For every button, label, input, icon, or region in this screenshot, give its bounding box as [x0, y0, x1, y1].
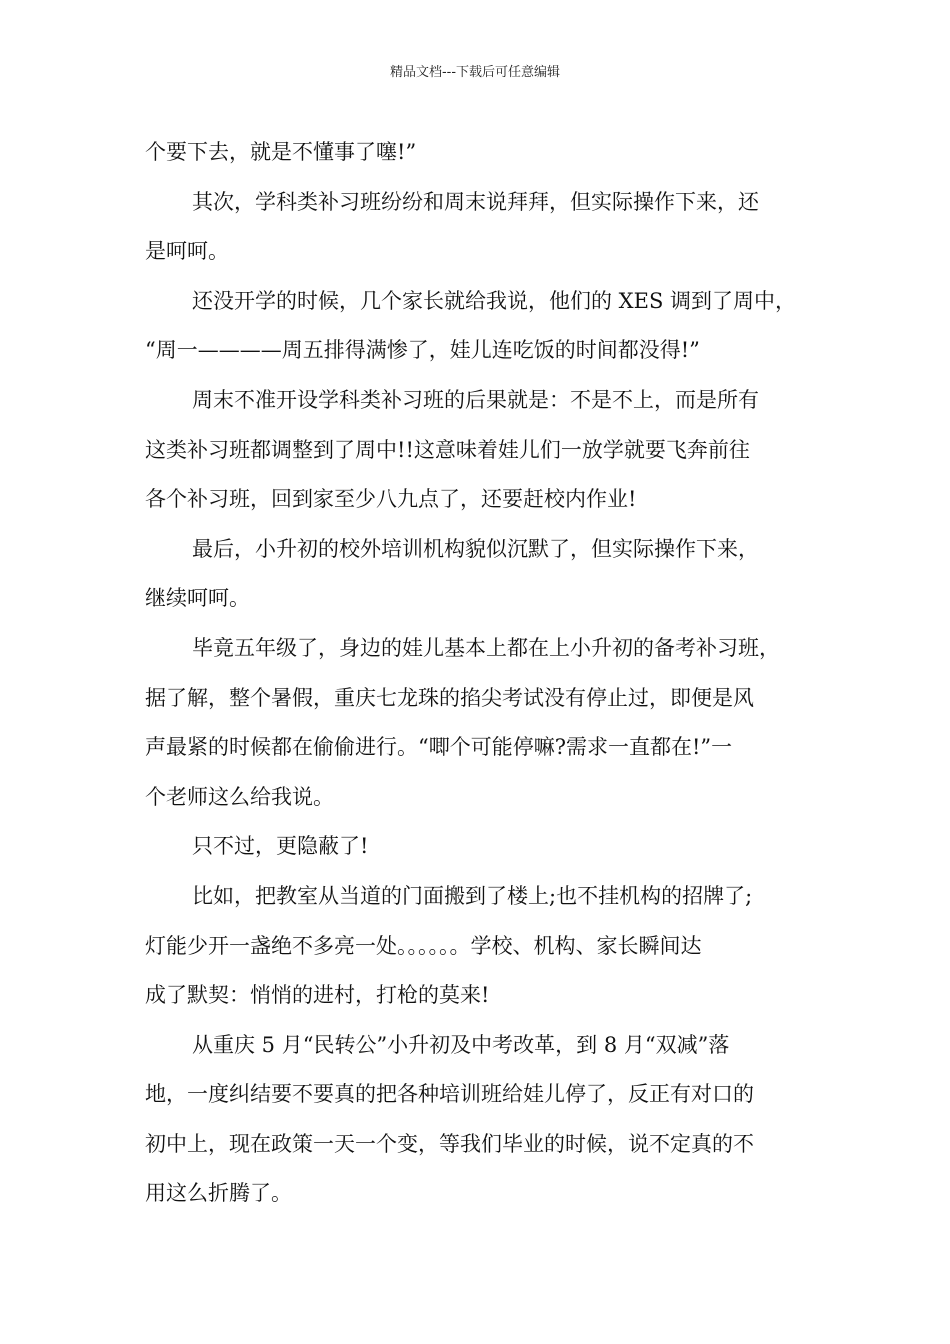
text-line: 比如，把教室从当道的门面搬到了楼上;也不挂机构的招牌了; [192, 883, 753, 908]
text-line: 还没开学的时候，几个家长就给我说，他们的 XES 调到了周中， [192, 288, 797, 313]
page-header: 精品文档---下载后可任意编辑 [389, 65, 561, 80]
text-line: 毕竟五年级了，身边的娃儿基本上都在上小升初的备考补习班， [192, 635, 780, 660]
text-line: 据了解，整个暑假，重庆七龙珠的掐尖考试没有停止过，即便是风 [145, 685, 754, 710]
text-line: 继续呵呵。 [145, 586, 250, 611]
text-line: 周末不准开设学科类补习班的后果就是：不是不上，而是所有 [192, 387, 759, 412]
text-line: 灯能少开一盏绝不多亮一处。。。。。。学校、机构、家长瞬间达 [145, 933, 702, 958]
text-line: 是呵呵。 [145, 239, 229, 264]
text-line: “周一————周五排得满惨了，娃儿连吃饭的时间都没得!” [145, 338, 700, 363]
text-line: 地，一度纠结要不要真的把各种培训班给娃儿停了，反正有对口的 [145, 1082, 754, 1107]
text-line: 各个补习班，回到家至少八九点了，还要赶校内作业! [145, 487, 637, 512]
text-line: 其次，学科类补习班纷纷和周末说拜拜，但实际操作下来，还 [192, 189, 759, 214]
text-line: 成了默契：悄悄的进村，打枪的莫来! [145, 983, 490, 1008]
text-line: 这类补习班都调整到了周中!!这意味着娃儿们一放学就要飞奔前往 [145, 437, 750, 462]
text-line: 只不过，更隐蔽了! [192, 834, 369, 859]
text-line: 个老师这么给我说。 [145, 784, 334, 809]
text-line: 个要下去，就是不懂事了噻!” [145, 140, 417, 164]
text-line: 从重庆 5 月“民转公”小升初及中考改革，到 8 月“双减”落 [192, 1032, 730, 1057]
text-line: 最后，小升初的校外培训机构貌似沉默了，但实际操作下来， [192, 536, 759, 561]
text-line: 初中上，现在政策一天一个变，等我们毕业的时候，说不定真的不 [145, 1131, 754, 1156]
body-text [145, 128, 825, 1219]
text-line: 用这么折腾了。 [145, 1181, 292, 1206]
text-line: 声最紧的时候都在偷偷进行。“唧个可能停嘛?需求一直都在!”一 [145, 735, 733, 760]
